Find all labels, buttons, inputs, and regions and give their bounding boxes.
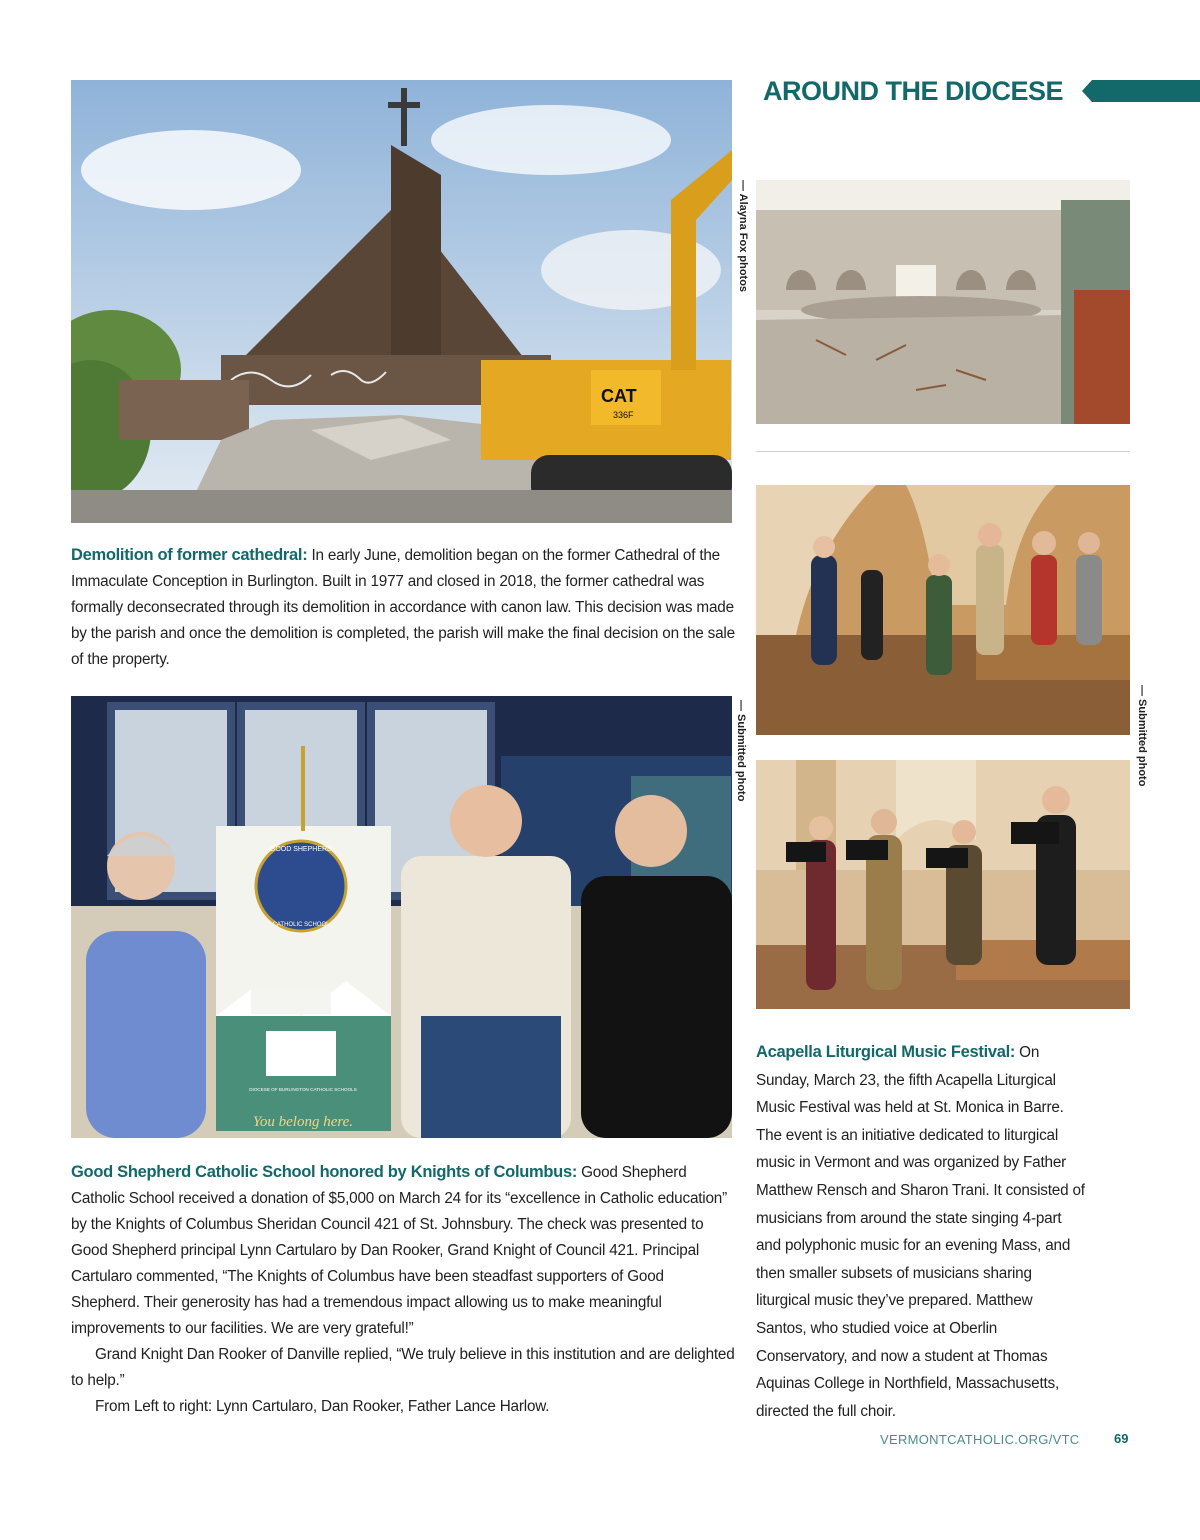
banner-diocese-text: DIOCESE OF BURLINGTON CATHOLIC SCHOOLS bbox=[249, 1087, 357, 1092]
demolition-photo bbox=[71, 80, 732, 523]
school-photo-credit: — Submitted photo bbox=[735, 700, 747, 802]
demolition-headline: Demolition of former cathedral: bbox=[71, 546, 308, 564]
festival-body: On Sunday, March 23, the fifth Acapella Liturgical Music Festival was held at St. Monica in Barre. The event is an initiative dedicated to liturgical music in Vermont and was organized by Father Matthew Rensch and Sharon Trani. It consisted of musicians from around the state singing 4-part and polyphonic music for an evening Mass, and then smaller subsets of musicians sharing liturgical music they’ve prepared. Matthew Santos, who studied voice at Oberlin Conservatory, and now a student at Thomas Aquinas College in Northfield, Massachusetts, directed the full choir. bbox=[756, 1044, 1085, 1420]
banner-ring-text: GOOD SHEPHERD bbox=[269, 846, 333, 853]
column-divider bbox=[756, 451, 1130, 452]
festival-story bbox=[756, 1039, 1086, 1425]
school-headline: Good Shepherd Catholic School honored by Knights of Columbus: bbox=[71, 1163, 578, 1181]
choir-wide-photo bbox=[756, 485, 1130, 735]
festival-headline: Acapella Liturgical Music Festival: bbox=[756, 1043, 1016, 1061]
demolition-photo-credit: — Alayna Fox photos bbox=[737, 180, 749, 293]
section-title: AROUND THE DIOCESE bbox=[763, 76, 1064, 106]
cathedral-interior-photo bbox=[756, 180, 1130, 424]
school-body: Good Shepherd Catholic School received a donation of $5,000 on March 24 for its “excellence in Catholic education” by the Knights of Columbus Sheridan Council 421 of St. Johnsbury. The check was presented to Good Shepherd principal Lynn Cartularo by Dan Rooker, Grand Knight of Council 421. Principal Cartularo commented, “The Knights of Columbus have been steadfast supporters of Good Shepherd. Their generosity has had a tremendous impact allowing us to make meaningful improvements to our facilities. We are very grateful!” bbox=[71, 1164, 728, 1337]
festival-photo-credit: — Submitted photo bbox=[1136, 685, 1148, 787]
school-para-2: Grand Knight Dan Rooker of Danville replied, “We truly believe in this institution and are delighted to help.” bbox=[71, 1346, 735, 1389]
school-check-photo bbox=[71, 696, 732, 1138]
demolition-story bbox=[71, 542, 736, 673]
school-para-3: From Left to right: Lynn Cartularo, Dan Rooker, Father Lance Harlow. bbox=[95, 1398, 550, 1415]
footer-url: VERMONTCATHOLIC.ORG/VTC bbox=[880, 1432, 1080, 1447]
choir-singers-photo bbox=[756, 760, 1130, 1009]
excavator-model: 336F bbox=[613, 410, 634, 420]
banner-tagline: You belong here. bbox=[252, 1114, 354, 1130]
banner-ring-bottom: CATHOLIC SCHOOL bbox=[272, 922, 330, 928]
page-number: 69 bbox=[1114, 1431, 1129, 1446]
section-tab-decoration bbox=[1082, 80, 1200, 102]
demolition-body: In early June, demolition began on the former Cathedral of the Immaculate Conception in Burlington. Built in 1977 and closed in 2018, the former cathedral was formally deconsecrated through its demolition in accordance with canon law. This decision was made by the parish and once the demolition is completed, the parish will make the final decision on the sale of the property. bbox=[71, 547, 735, 668]
school-story bbox=[71, 1159, 736, 1420]
cat-logo: CAT bbox=[601, 386, 637, 406]
